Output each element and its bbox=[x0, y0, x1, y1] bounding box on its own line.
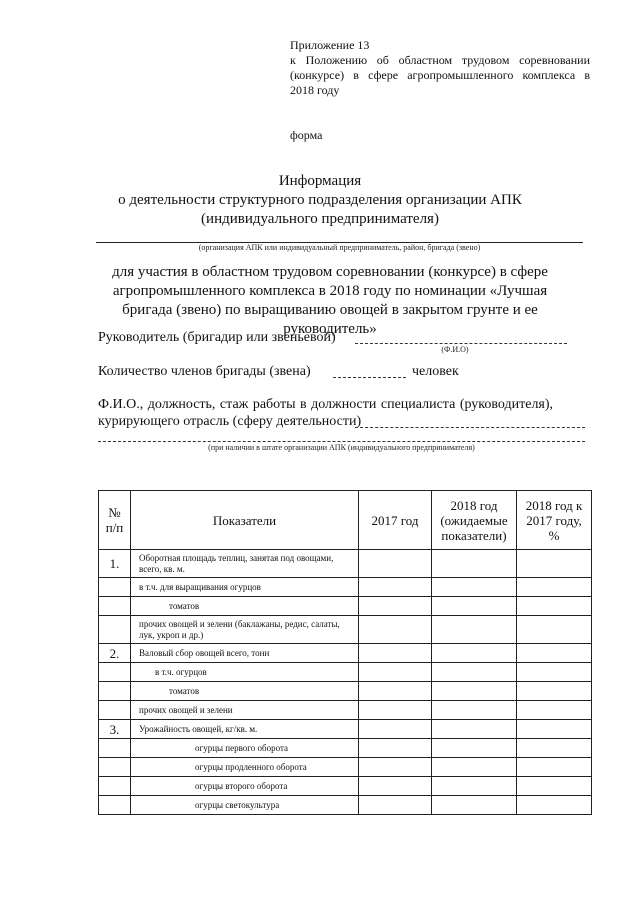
row-number bbox=[99, 616, 131, 644]
cell-ratio[interactable] bbox=[517, 720, 592, 739]
specialist-fill-line[interactable] bbox=[355, 427, 585, 428]
table-row bbox=[99, 720, 592, 739]
cell-2018[interactable] bbox=[432, 682, 517, 701]
specialist-caption: (при наличии в штате организации АПК (индивидуального предпринимателя) bbox=[208, 443, 475, 452]
cell-2017[interactable] bbox=[359, 597, 432, 616]
header-2017: 2017 год bbox=[359, 491, 432, 550]
table-header-row bbox=[99, 491, 592, 550]
cell-2017[interactable] bbox=[359, 578, 432, 597]
cell-ratio[interactable] bbox=[517, 739, 592, 758]
appendix-line: к Положению об областном трудовом соревновании bbox=[290, 53, 590, 67]
org-caption: (организация АПК или индивидуальный предприниматель, район, бригада (звено) bbox=[198, 243, 481, 252]
row-label: томатов bbox=[131, 597, 359, 616]
row-number bbox=[99, 663, 131, 682]
purpose-text: для участия в областном трудовом соревновании (конкурсе) в сфере агропромышленного комплекса в 2018 году по номинации «Лучшая бригада (звено) по выращиванию овощей в закрытом грунте и ее руководитель» bbox=[112, 264, 548, 337]
title-line-2: о деятельности структурного подразделения организации АПК bbox=[118, 192, 522, 208]
cell-2017[interactable] bbox=[359, 663, 432, 682]
cell-2018[interactable] bbox=[432, 550, 517, 578]
specialist-line-1: Ф.И.О., должность, стаж работы в должности специалиста (руководителя), bbox=[98, 397, 554, 412]
members-unit: человек bbox=[412, 364, 459, 379]
row-label: Валовый сбор овощей всего, тонн bbox=[131, 644, 359, 663]
cell-2018[interactable] bbox=[432, 739, 517, 758]
specialist-line-2: курирующего отрасль (сферу деятельности) bbox=[98, 414, 362, 429]
row-label: Оборотная площадь теплиц, занятая под овощами, всего, кв. м. bbox=[131, 550, 359, 578]
appendix-line: 2018 году bbox=[290, 83, 340, 97]
row-number: 2. bbox=[99, 644, 131, 663]
appendix-note bbox=[290, 38, 590, 98]
table-row bbox=[99, 644, 592, 663]
cell-2018[interactable] bbox=[432, 758, 517, 777]
row-label: огурцы светокультура bbox=[131, 796, 359, 815]
table-row bbox=[99, 663, 592, 682]
cell-2018[interactable] bbox=[432, 644, 517, 663]
row-number bbox=[99, 578, 131, 597]
table-row bbox=[99, 796, 592, 815]
header-2018: 2018 год (ожидаемые показатели) bbox=[432, 491, 517, 550]
cell-ratio[interactable] bbox=[517, 597, 592, 616]
cell-2018[interactable] bbox=[432, 616, 517, 644]
row-number: 3. bbox=[99, 720, 131, 739]
cell-2018[interactable] bbox=[432, 796, 517, 815]
form-label: форма bbox=[290, 128, 323, 142]
cell-2017[interactable] bbox=[359, 758, 432, 777]
header-num: № п/п bbox=[99, 491, 131, 550]
table-row bbox=[99, 739, 592, 758]
cell-2017[interactable] bbox=[359, 739, 432, 758]
row-label: огурцы второго оборота bbox=[131, 777, 359, 796]
cell-2017[interactable] bbox=[359, 701, 432, 720]
cell-ratio[interactable] bbox=[517, 644, 592, 663]
title-line-3: (индивидуального предпринимателя) bbox=[201, 211, 439, 227]
table-row bbox=[99, 550, 592, 578]
cell-ratio[interactable] bbox=[517, 578, 592, 597]
cell-2017[interactable] bbox=[359, 616, 432, 644]
cell-2018[interactable] bbox=[432, 777, 517, 796]
cell-2018[interactable] bbox=[432, 578, 517, 597]
row-label: томатов bbox=[131, 682, 359, 701]
cell-2017[interactable] bbox=[359, 644, 432, 663]
cell-2018[interactable] bbox=[432, 597, 517, 616]
cell-2018[interactable] bbox=[432, 720, 517, 739]
table-row bbox=[99, 616, 592, 644]
row-number bbox=[99, 777, 131, 796]
row-label: прочих овощей и зелени bbox=[131, 701, 359, 720]
appendix-line: (конкурсе) в сфере агропромышленного комплекса в bbox=[290, 68, 590, 82]
row-label: в т.ч. для выращивания огурцов bbox=[131, 578, 359, 597]
cell-ratio[interactable] bbox=[517, 777, 592, 796]
table-row bbox=[99, 758, 592, 777]
page-title bbox=[60, 172, 580, 229]
row-label: огурцы продленного оборота bbox=[131, 758, 359, 777]
specialist-fill-line-2[interactable] bbox=[98, 441, 585, 442]
leader-caption: (Ф.И.О) bbox=[441, 345, 469, 354]
table-row bbox=[99, 682, 592, 701]
row-number bbox=[99, 796, 131, 815]
cell-2017[interactable] bbox=[359, 682, 432, 701]
leader-label: Руководитель (бригадир или звеньевой) bbox=[98, 330, 336, 345]
cell-2018[interactable] bbox=[432, 701, 517, 720]
members-label: Количество членов бригады (звена) bbox=[98, 364, 311, 379]
table-row bbox=[99, 777, 592, 796]
table-row bbox=[99, 701, 592, 720]
appendix-line: Приложение 13 bbox=[290, 38, 370, 52]
cell-2018[interactable] bbox=[432, 663, 517, 682]
cell-ratio[interactable] bbox=[517, 550, 592, 578]
row-number bbox=[99, 739, 131, 758]
header-indicator: Показатели bbox=[131, 491, 359, 550]
table-row bbox=[99, 597, 592, 616]
cell-ratio[interactable] bbox=[517, 663, 592, 682]
leader-fill-line[interactable] bbox=[355, 343, 567, 344]
cell-ratio[interactable] bbox=[517, 701, 592, 720]
table-row bbox=[99, 578, 592, 597]
members-fill-line[interactable] bbox=[333, 377, 406, 378]
row-label: огурцы первого оборота bbox=[131, 739, 359, 758]
row-number bbox=[99, 758, 131, 777]
cell-2017[interactable] bbox=[359, 550, 432, 578]
indicators-table bbox=[98, 490, 592, 815]
row-label: Урожайность овощей, кг/кв. м. bbox=[131, 720, 359, 739]
cell-ratio[interactable] bbox=[517, 796, 592, 815]
row-number bbox=[99, 682, 131, 701]
header-ratio: 2018 год к 2017 году, % bbox=[517, 491, 592, 550]
cell-ratio[interactable] bbox=[517, 616, 592, 644]
row-label: прочих овощей и зелени (баклажаны, редис, салаты, лук, укроп и др.) bbox=[131, 616, 359, 644]
row-number: 1. bbox=[99, 550, 131, 578]
row-number bbox=[99, 597, 131, 616]
row-number bbox=[99, 701, 131, 720]
cell-2017[interactable] bbox=[359, 796, 432, 815]
cell-2017[interactable] bbox=[359, 720, 432, 739]
cell-ratio[interactable] bbox=[517, 682, 592, 701]
title-line-1: Информация bbox=[278, 173, 362, 189]
cell-ratio[interactable] bbox=[517, 758, 592, 777]
row-label: в т.ч. огурцов bbox=[131, 663, 359, 682]
cell-2017[interactable] bbox=[359, 777, 432, 796]
